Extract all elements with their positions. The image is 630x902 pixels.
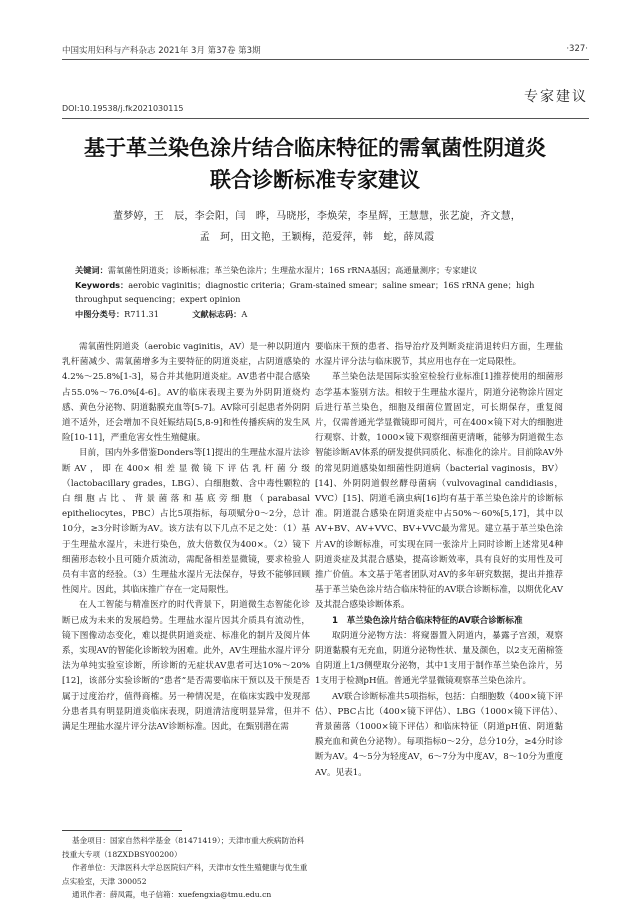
page-number: ·327· (566, 44, 588, 54)
section-label: 专家建议 (524, 89, 588, 105)
body-paragraph: 革兰染色法是国际实验室检验行业标准[1]推荐使用的细菌形态学基本鉴别方法。相较于生理盐水湿片，阴道分泌物涂片固定后进行革兰染色，细胞及细菌位置固定，可长期保存，重复阅片，仅需普通光学显微镜即可阅片，可在400×镜下对大的细胞进行观察、计数，1000×镜下观察细菌更清晰，能够为阴道微生态智能诊断AV体系的研发提供同质化、标准化的涂片。目前除AV外的常见阴道感染如细菌性阴道病（bacterial vaginosis，BV）[14]、外阴阴道假丝酵母菌病（vulvovaginal candidiasis，VVC）[15]、阴道毛滴虫病[16]均有基于革兰染色涂片的诊断标准。阴道混合感染在阴道炎症中占50%～60%[5,17]，其中以AV+BV、AV+VVC、BV+VVC最为常见。建立基于革兰染色涂片AV的诊断标准，可实现在同一张涂片上同时诊断上述常见4种阴道炎症及其混合感染，提高诊断效率，具有良好的实用性及可推广价值。本文基于笔者团队对AV的多年研究数据，提出并推荐基于革兰染色涂片结合临床特征的AV联合诊断标准，以期优化AV及其混合感染诊断体系。 (315, 372, 563, 611)
keywords-cn (75, 264, 580, 278)
header-rule (62, 59, 589, 60)
body-paragraph: 需氧菌性阴道炎（aerobic vaginitis，AV）是一种以阴道内乳杆菌减少、需氧菌增多为主要特征的阴道炎症，占阴道感染的4.2%～25.8%[1-3]，易合并其他阴道炎症。AV患者中混合感染占55.0%～76.0%[4-6]。AV的临床表现主要为外阴阴道烧灼感、黄色分泌物、阴道黏膜充血等[5-7]。AV除可引起患者外阴阴道不适外，还会增加不良妊娠结局[5,8-9]和性传播疾病的发生风险[10-11]，严重危害女性生殖健康。 (62, 342, 310, 444)
title-line-2: 联合诊断标准专家建议 (210, 167, 420, 192)
clc-label: 中图分类号： (75, 309, 125, 319)
classification (75, 308, 580, 322)
doi: DOI:10.19538/j.fk2021030115 (62, 104, 184, 113)
keywords-en (75, 279, 580, 306)
journal-header: 中国实用妇科与产科杂志 2021年 3月 第37卷 第3期 (62, 46, 261, 56)
doi-rule (62, 118, 589, 119)
keywords-cn-text: 需氧菌性阴道炎；诊断标准；革兰染色涂片；生理盐水湿片；16S rRNA基因；高通量测序；专家建议 (107, 265, 478, 275)
left-column (62, 340, 310, 735)
body-paragraph: 要临床干预的患者、指导治疗及判断炎症消退转归方面，生理盐水湿片评分法与临床脱节，其应用也存在一定局限性。 (315, 342, 563, 368)
body-paragraph: 在人工智能与精准医疗的时代背景下，阴道微生态智能化诊断已成为未来的发展趋势。生理盐水湿片因其介质具有流动性，镜下图像动态变化，难以提供阴道炎症、标准化的制片及阅片体系，实现AV的智能化诊断较为困难。此外，AV生理盐水湿片评分法为单纯实验室诊断，所诊断的无症状AV患者可达10%～20%[12]，该部分实验诊断的“患者”是否需要临床干预以及干预是否属于过度治疗，值得商榷。另一种情况是，在临床实践中发现部分患者具有明显阴道炎临床表现，阴道清洁度明显异常，但并不满足生理盐水湿片评分法AV诊断标准。因此，在甄别潜在需 (62, 600, 310, 733)
footnote-affiliation: 作者单位：天津医科大学总医院妇产科，天津市女性生殖健康与优生重点实验室，天津 300052 (62, 863, 308, 886)
authors-line-2: 孟 珂，田文艳，王颖梅，范爱萍，韩 蛇，薛凤霞 (199, 232, 435, 243)
footnote-correspondence: 通讯作者：薛凤霞，电子信箱：xuefengxia@tmu.edu.cn (72, 890, 272, 900)
footnotes (62, 834, 310, 902)
body-paragraph: 目前，国内外多借鉴Donders等[1]提出的生理盐水湿片法诊断AV，即在400×相差显微镜下评估乳杆菌分级（lactobacillary grades，LBG）、白细胞数、含中毒性颗粒的白细胞占比、背景菌落和基底旁细胞（parabasal epitheliocytes，PBC）占比5项指标，每项赋分0～2分，总计10分，≥3分时诊断为AV。该方法有以下几点不足之处：（1）基于生理盐水湿片，未进行染色，放大倍数仅为400×。（2）镜下细菌形态较小且可随介质流动，需配备相差显微镜，要求检验人员有丰富的经验。（3）生理盐水湿片无法保存，导致不能够回顾性阅片。因此，其临床推广存在一定局限性。 (62, 448, 310, 596)
section-heading: 1 革兰染色涂片结合临床特征的AV联合诊断标准 (332, 615, 523, 626)
clc-value: R711.31 (124, 309, 159, 319)
body-paragraph: AV联合诊断标准共5项指标，包括：白细胞数（400×镜下评估）、PBC占比（400×镜下评估）、LBG（1000×镜下评估）、背景菌落（1000×镜下评估）和临床特征（阴道pH值、阴道黏膜充血和黄色分泌物）。每项指标0～2分，总分10分，≥4分时诊断为AV。4～5分为轻度AV，6～7分为中度AV，8～10分为重度AV。见表1。 (315, 691, 563, 778)
right-column (315, 340, 563, 781)
doc-code-label: 文献标志码： (192, 309, 242, 319)
footnote-rule (62, 830, 182, 831)
footnote-funding: 基金项目：国家自然科学基金（81471419）；天津市重大疾病防治科技重大专项（18ZXDBSY00200） (62, 836, 305, 859)
keywords-en-label: Keywords： (75, 280, 129, 290)
doc-code-value: A (241, 309, 248, 319)
keywords-en-text: aerobic vaginitis；diagnostic criteria；Gram-stained smear；saline smear；16S rRNA gene；high throughput sequencing；expert opinion (75, 280, 535, 304)
body-paragraph: 取阴道分泌物方法：将窥器置入阴道内，暴露子宫颈，观察阴道黏膜有无充血，阴道分泌物性状、量及颜色，以2支无菌棉签自阴道上1/3侧壁取分泌物，其中1支用于制作革兰染色涂片，另1支用于检测pH值。普通光学显微镜观察革兰染色涂片。 (315, 630, 563, 687)
keywords-cn-label: 关键词： (75, 265, 108, 275)
title-line-1: 基于革兰染色涂片结合临床特征的需氧菌性阴道炎 (84, 135, 546, 160)
authors-line-1: 董梦婷，王 辰，李会阳，闫 晔，马晓彤，李焕荣，李星辉，王慧慧，张艺旋，齐文慧， (113, 211, 521, 222)
